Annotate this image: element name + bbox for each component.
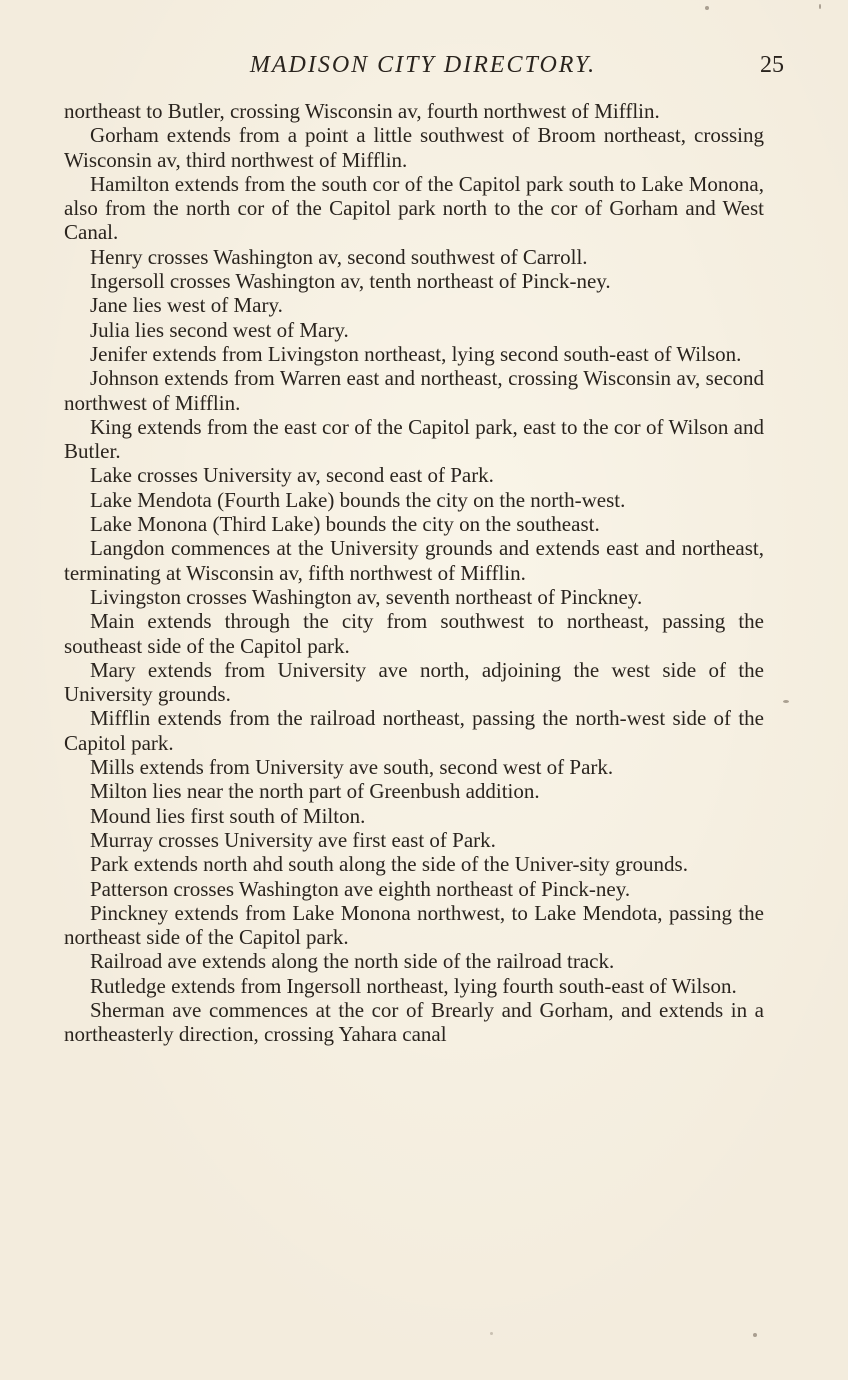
street-entry: Henry crosses Washington av, second southwest of Carroll. [90, 244, 588, 269]
street-entry: Railroad ave extends along the north side of the railroad track. [90, 949, 615, 974]
paper-speck [705, 6, 709, 10]
street-entry: Johnson extends from Warren east and northeast, crossing Wisconsin av, second northwest of Mifflin. [64, 366, 764, 415]
paper-speck [490, 1332, 493, 1335]
paper-speck [819, 4, 821, 9]
street-entry: Jane lies west of Mary. [90, 293, 283, 318]
street-entry: Langdon commences at the University grounds and extends east and northeast, terminating at Wisconsin av, fifth northwest of Mifflin. [64, 536, 764, 585]
street-entry: Mary extends from University ave north, adjoining the west side of the University grounds. [64, 657, 764, 707]
street-entry: Mound lies first south of Milton. [90, 803, 366, 828]
street-entry: Mills extends from University ave south, second west of Park. [90, 755, 614, 780]
street-entry: Lake crosses University av, second east of Park. [90, 463, 494, 488]
street-entry: Lake Monona (Third Lake) bounds the city on the southeast. [90, 512, 600, 537]
street-entry: Sherman ave commences at the cor of Brearly and Gorham, and extends in a northeasterly direction, crossing Yahara canal [64, 997, 764, 1047]
street-entry: Rutledge extends from Ingersoll northeast, lying fourth south-east of Wilson. [90, 973, 737, 998]
paper-speck [753, 1333, 757, 1337]
street-entry: King extends from the east cor of the Capitol park, east to the cor of Wilson and Butler. [64, 414, 764, 464]
street-entry: Murray crosses University ave first east of Park. [90, 827, 496, 852]
street-entry: Milton lies near the north part of Greenbush addition. [90, 779, 540, 804]
page-number: 25 [760, 52, 784, 78]
street-entry: Park extends north ahd south along the side of the Univer-sity grounds. [90, 852, 688, 877]
street-entry: Patterson crosses Washington ave eighth northeast of Pinck-ney. [90, 876, 631, 901]
street-entry: Gorham extends from a point a little southwest of Broom northeast, crossing Wisconsin av, third northwest of Mifflin. [64, 123, 764, 172]
paper-speck [783, 700, 789, 703]
street-entry: Hamilton extends from the south cor of the Capitol park south to Lake Monona, also from the north cor of the Capitol park north to the cor of Gorham and West Canal. [64, 171, 764, 245]
paper-speck [340, 130, 343, 133]
street-entry: Pinckney extends from Lake Monona northwest, to Lake Mendota, passing the northeast side of the Capitol park. [64, 900, 764, 950]
street-entry: Julia lies second west of Mary. [90, 317, 349, 342]
street-entry: Mifflin extends from the railroad northeast, passing the north-west side of the Capitol park. [64, 706, 764, 755]
street-entry: Jenifer extends from Livingston northeast, lying second south-east of Wilson. [90, 341, 742, 366]
street-entry: Lake Mendota (Fourth Lake) bounds the city on the north-west. [90, 487, 626, 512]
street-entry: Livingston crosses Washington av, seventh northeast of Pinckney. [90, 584, 643, 609]
street-entry: Main extends through the city from southwest to northeast, passing the southeast side of the Capitol park. [64, 609, 764, 658]
running-head: MADISON CITY DIRECTORY. [249, 52, 597, 78]
street-entries [64, 99, 764, 1047]
street-entry: Ingersoll crosses Washington av, tenth northeast of Pinck-ney. [90, 269, 611, 294]
page-header [62, 52, 784, 84]
street-entry: northeast to Butler, crossing Wisconsin av, fourth northwest of Mifflin. [64, 99, 660, 123]
